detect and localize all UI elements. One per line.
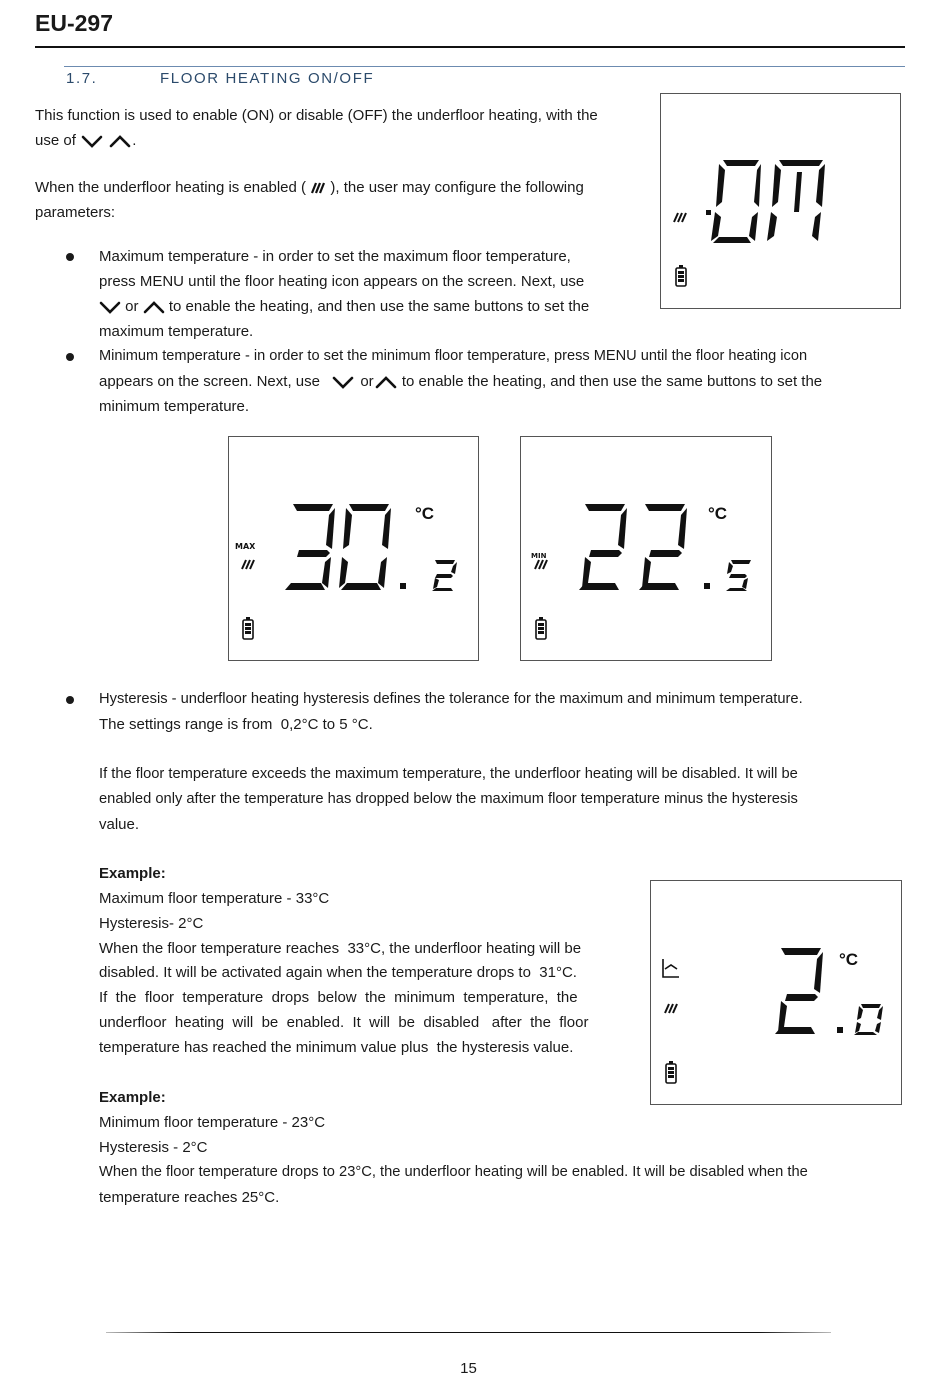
chevron-down-icon	[330, 374, 356, 390]
chevron-down-icon	[80, 133, 104, 149]
example2-line-0: Minimum floor temperature - 23°C	[99, 1114, 326, 1131]
document-id: EU-297	[35, 10, 113, 36]
max-or: or	[125, 298, 139, 315]
lcd-max-label: MAX	[235, 542, 256, 551]
intro-use-of: use of	[35, 132, 76, 149]
example2-line-1: Hysteresis - 2°C	[99, 1139, 208, 1156]
min-line-1: Minimum temperature - in order to set the minimum floor temperature, press MENU until the floor heating icon	[99, 348, 808, 364]
min-line-2-prefix: appears on the screen. Next, use	[99, 373, 320, 390]
hysteresis-icon	[663, 959, 679, 977]
hyst-para2-line-3: value.	[99, 816, 140, 833]
lcd-digit-2-small	[432, 560, 457, 591]
lcd-decimal-point	[704, 583, 710, 589]
floor-heating-icon	[310, 182, 326, 194]
lcd-digit-5-small	[726, 560, 751, 591]
max-line-3	[99, 294, 643, 319]
min-or: or	[360, 373, 374, 390]
section-rule	[64, 66, 905, 67]
example1-line-5: underfloor heating will be enabled. It will be disabled after the floor	[99, 1014, 589, 1031]
floor-heating-icon	[674, 213, 686, 222]
lcd-hyst-unit: °C	[839, 950, 859, 969]
hyst-line-2: The settings range is from 0,2°C to 5 °C.	[99, 716, 373, 733]
example1-line-4: If the floor temperature drops below the minimum temperature, the	[99, 989, 578, 1006]
hyst-line-1: Hysteresis - underfloor heating hysteresis defines the tolerance for the maximum and minimum temperature.	[99, 691, 803, 707]
chevron-up-icon	[143, 299, 165, 315]
lcd-decimal-point	[400, 583, 406, 589]
lcd-decimal-point	[837, 1027, 843, 1033]
battery-icon	[666, 1061, 676, 1083]
intro-line-1: This function is used to enable (ON) or disable (OFF) the underfloor heating, with the	[35, 107, 598, 124]
example1-line-6: temperature has reached the minimum value plus the hysteresis value.	[99, 1039, 574, 1056]
example2-line-2: When the floor temperature drops to 23°C, the underfloor heating will be enabled. It will be disabled when the	[99, 1164, 808, 1180]
floor-heating-icon	[665, 1004, 677, 1013]
lcd-digit-3	[285, 504, 335, 590]
lcd-dot	[706, 210, 711, 215]
lcd-min-unit: °C	[708, 504, 728, 523]
enabled-line-1	[35, 175, 643, 200]
lcd-digit-2b	[639, 504, 687, 590]
chevron-up-icon	[108, 133, 132, 149]
enabled-line-2: parameters:	[35, 204, 116, 221]
battery-icon	[676, 265, 686, 286]
section-title: FLOOR HEATING ON/OFF	[160, 70, 375, 87]
header-rule	[35, 46, 905, 48]
lcd-min-label: MIN	[531, 552, 547, 560]
min-line-2-rest: to enable the heating, and then use the same buttons to set the	[401, 373, 823, 390]
lcd-digit-2a	[579, 504, 627, 590]
bullet-max	[66, 253, 74, 261]
enabled-suffix: ), the user may configure the following	[330, 179, 584, 196]
lcd-display-on	[660, 93, 901, 309]
intro-line-2	[35, 128, 136, 153]
max-line-4: maximum temperature.	[99, 323, 254, 340]
lcd-display-min	[520, 436, 772, 661]
section-number: 1.7.	[66, 70, 98, 87]
hyst-para2-line-2: enabled only after the temperature has dropped below the maximum floor temperature minus the hysteresis	[99, 791, 798, 807]
enabled-prefix: When the underfloor heating is enabled (	[35, 179, 307, 196]
hyst-para2-line-1: If the floor temperature exceeds the maximum temperature, the underfloor heating will be disabled. It will be	[99, 766, 798, 782]
intro-period: .	[132, 132, 137, 149]
example2-line-3: temperature reaches 25°C.	[99, 1189, 280, 1206]
lcd-digit-o	[711, 160, 761, 243]
example1-heading: Example:	[99, 865, 166, 882]
min-line-2	[99, 369, 901, 394]
page-number: 15	[460, 1360, 477, 1377]
example1-line-0: Maximum floor temperature - 33°C	[99, 890, 330, 907]
max-line-1: Maximum temperature - in order to set the maximum floor temperature,	[99, 248, 571, 265]
lcd-display-hysteresis	[650, 880, 902, 1105]
lcd-digit-n	[767, 160, 825, 241]
example1-line-2: When the floor temperature reaches 33°C, the underfloor heating will be	[99, 940, 582, 957]
lcd-digit-0	[339, 504, 391, 590]
floor-heating-icon	[535, 560, 547, 569]
example2-heading: Example:	[99, 1089, 166, 1106]
lcd-display-max	[228, 436, 479, 661]
chevron-down-icon	[99, 299, 121, 315]
section-heading	[66, 70, 375, 87]
battery-icon	[536, 617, 546, 639]
chevron-up-icon	[374, 374, 398, 390]
floor-heating-icon	[242, 560, 254, 569]
max-line-3-rest: to enable the heating, and then use the same buttons to set the	[168, 298, 590, 315]
footer-rule	[106, 1332, 831, 1333]
max-line-2: press MENU until the floor heating icon appears on the screen. Next, use	[99, 273, 585, 290]
bullet-min	[66, 353, 74, 361]
lcd-digit-0-small	[854, 1004, 883, 1035]
bullet-hysteresis	[66, 696, 74, 704]
min-line-3: minimum temperature.	[99, 398, 250, 415]
example1-line-1: Hysteresis- 2°C	[99, 915, 204, 932]
example1-line-3: disabled. It will be activated again when the temperature drops to 31°C.	[99, 964, 577, 981]
lcd-digit-2	[775, 948, 823, 1034]
lcd-max-unit: °C	[415, 504, 435, 523]
battery-icon	[243, 617, 253, 639]
